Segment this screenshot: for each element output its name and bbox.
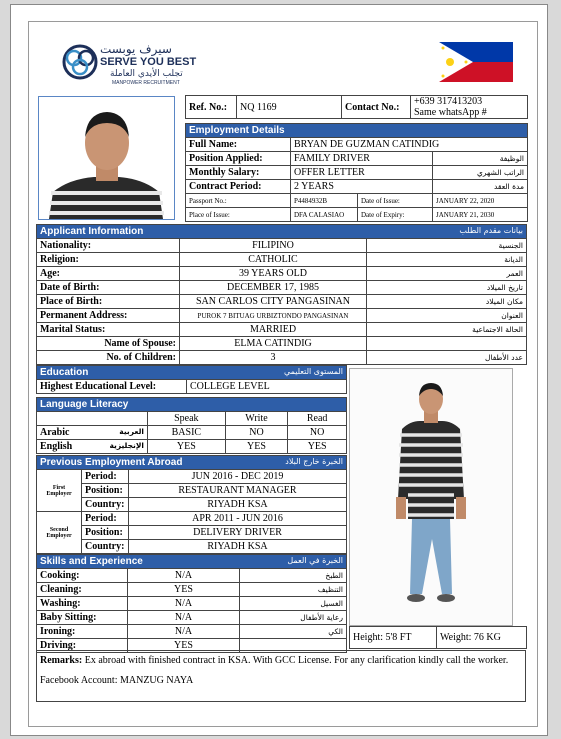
first-country-value: RIYADH KSA xyxy=(129,498,347,512)
second-period-label: Period: xyxy=(82,512,129,526)
applicant-arabic: بيانات مقدم الطلب xyxy=(459,226,523,235)
ref-contact-table xyxy=(185,95,528,119)
babysitting-value: N/A xyxy=(128,611,240,625)
cooking-label: Cooking: xyxy=(37,569,128,583)
applicant-title: Applicant Information xyxy=(40,226,144,237)
english-speak: YES xyxy=(148,440,226,454)
dob-label: Date of Birth: xyxy=(37,281,180,295)
dob-arabic: تاريخ الميلاد xyxy=(367,281,527,295)
driving-value: YES xyxy=(128,639,240,653)
dob-value: DECEMBER 17, 1985 xyxy=(180,281,367,295)
applicant-table xyxy=(36,224,527,365)
address-value: PUROK 7 BITUAG URBIZTONDO PANGASINAN xyxy=(180,309,367,323)
washing-value: N/A xyxy=(128,597,240,611)
period-arabic: مدة العقد xyxy=(433,180,528,194)
pob-value: SAN CARLOS CITY PANGASINAN xyxy=(180,295,367,309)
previous-employment-table xyxy=(36,455,347,554)
arabic-lang-label xyxy=(37,426,148,440)
period-value: 2 YEARS xyxy=(291,180,433,194)
remarks-line xyxy=(40,654,522,667)
remarks-label: Remarks: xyxy=(40,655,83,666)
marital-arabic: الحالة الاجتماعية xyxy=(367,323,527,337)
second-employer-label: Second Employer xyxy=(37,512,82,554)
passport-label: Passport No.: xyxy=(186,194,291,208)
driving-label: Driving: xyxy=(37,639,128,653)
remarks-box xyxy=(36,650,526,702)
period-label: Contract Period: xyxy=(186,180,291,194)
arabic-lang-arabic: العربية xyxy=(119,427,144,436)
cleaning-arabic: التنظيف xyxy=(240,583,347,597)
first-country-label: Country: xyxy=(82,498,129,512)
logo-arabic-sub: تجلب الأيدي العاملة xyxy=(110,69,183,79)
applicant-full-body-photo xyxy=(349,368,513,626)
philippines-flag-icon xyxy=(439,42,513,82)
english-write: YES xyxy=(225,440,288,454)
ref-label: Ref. No.: xyxy=(186,96,237,119)
english-lang-name: English xyxy=(40,441,73,452)
skills-table xyxy=(36,554,347,653)
second-position-value: DELIVERY DRIVER xyxy=(129,526,347,540)
position-label: Position Applied: xyxy=(186,152,291,166)
first-position-label: Position: xyxy=(82,484,129,498)
first-position-value: RESTAURANT MANAGER xyxy=(129,484,347,498)
religion-arabic: الديانة xyxy=(367,253,527,267)
children-value: 3 xyxy=(180,351,367,365)
first-employer-label: First Employer xyxy=(37,470,82,512)
skills-arabic: الخبرة في العمل xyxy=(287,556,343,565)
first-period-label: Period: xyxy=(82,470,129,484)
employment-header: Employment Details xyxy=(186,124,528,138)
religion-value: CATHOLIC xyxy=(180,253,367,267)
contact-note: Same whatsApp # xyxy=(414,107,487,118)
arabic-speak: BASIC xyxy=(148,426,226,440)
salary-label: Monthly Salary: xyxy=(186,166,291,180)
ironing-value: N/A xyxy=(128,625,240,639)
nationality-value: FILIPINO xyxy=(180,239,367,253)
marital-label: Marital Status: xyxy=(37,323,180,337)
skills-title: Skills and Experience xyxy=(40,556,143,567)
babysitting-arabic: رعاية الأطفال xyxy=(240,611,347,625)
previous-title: Previous Employment Abroad xyxy=(40,457,183,468)
arabic-read: NO xyxy=(288,426,347,440)
ironing-arabic: الكي xyxy=(240,625,347,639)
language-table xyxy=(36,397,347,454)
facebook-account: Facebook Account: MANZUG NAYA xyxy=(40,675,194,686)
religion-label: Religion: xyxy=(37,253,180,267)
education-value: COLLEGE LEVEL xyxy=(187,380,347,394)
second-country-value: RIYADH KSA xyxy=(129,540,347,554)
full-name-label: Full Name: xyxy=(186,138,291,152)
education-header xyxy=(37,366,347,380)
pob-arabic: مكان الميلاد xyxy=(367,295,527,309)
full-name-value: BRYAN DE GUZMAN CATINDIG xyxy=(291,138,528,152)
issue-date-label: Date of Issue: xyxy=(358,194,433,208)
contact-value xyxy=(411,96,528,119)
age-arabic: العمر xyxy=(367,267,527,281)
logo-knot-icon xyxy=(62,44,98,80)
address-label: Permanent Address: xyxy=(37,309,180,323)
applicant-header xyxy=(37,225,527,239)
age-label: Age: xyxy=(37,267,180,281)
education-table xyxy=(36,365,347,394)
arabic-write: NO xyxy=(225,426,288,440)
logo-tagline: MANPOWER RECRUITMENT xyxy=(112,80,180,86)
previous-arabic: الخبرة خارج البلاد xyxy=(285,457,343,466)
expiry-value: JANUARY 21, 2030 xyxy=(433,208,528,222)
arabic-lang-name: Arabic xyxy=(40,427,70,438)
employment-table xyxy=(185,123,528,222)
education-label: Highest Educational Level: xyxy=(37,380,187,394)
language-blank xyxy=(37,412,148,426)
washing-arabic: الغسيل xyxy=(240,597,347,611)
expiry-label: Date of Expiry: xyxy=(358,208,433,222)
passport-value: P4484932B xyxy=(291,194,358,208)
cleaning-value: YES xyxy=(128,583,240,597)
issue-date-value: JANUARY 22, 2020 xyxy=(433,194,528,208)
height-value: Height: 5'8 FT xyxy=(350,627,437,649)
applicant-headshot xyxy=(38,96,175,220)
spouse-blank xyxy=(367,337,527,351)
nationality-arabic: الجنسية xyxy=(367,239,527,253)
contact-number: +639 317413203 xyxy=(414,96,483,107)
read-col: Read xyxy=(288,412,347,426)
write-col: Write xyxy=(225,412,288,426)
logo-name: SERVE YOU BEST xyxy=(100,56,197,68)
cleaning-label: Cleaning: xyxy=(37,583,128,597)
english-read: YES xyxy=(288,440,347,454)
washing-label: Washing: xyxy=(37,597,128,611)
marital-value: MARRIED xyxy=(180,323,367,337)
english-lang-arabic: الإنجليزية xyxy=(109,441,144,450)
children-arabic: عدد الأطفال xyxy=(367,351,527,365)
education-title: Education xyxy=(40,367,89,378)
skills-header xyxy=(37,555,347,569)
children-label: No. of Children: xyxy=(37,351,180,365)
place-issue-label: Place of Issue: xyxy=(186,208,291,222)
first-period-value: JUN 2016 - DEC 2019 xyxy=(129,470,347,484)
english-lang-label xyxy=(37,440,148,454)
previous-header xyxy=(37,456,347,470)
babysitting-label: Baby Sitting: xyxy=(37,611,128,625)
ironing-label: Ironing: xyxy=(37,625,128,639)
remarks-text: Ex abroad with finished contract in KSA. With GCC License. For any clarification kindly call the worker. xyxy=(84,655,509,666)
place-issue-value: DFA CALASIAO xyxy=(291,208,358,222)
body-metrics-table xyxy=(349,626,527,649)
company-logo xyxy=(62,40,197,86)
education-arabic: المستوى التعليمي xyxy=(283,367,343,376)
logo-arabic: سيرف يوبست xyxy=(100,42,172,56)
salary-value: OFFER LETTER xyxy=(291,166,433,180)
second-period-value: APR 2011 - JUN 2016 xyxy=(129,512,347,526)
language-header: Language Literacy xyxy=(37,398,347,412)
position-arabic: الوظيفة xyxy=(433,152,528,166)
salary-arabic: الراتب الشهري xyxy=(433,166,528,180)
speak-col: Speak xyxy=(148,412,226,426)
position-value: FAMILY DRIVER xyxy=(291,152,433,166)
ref-value: NQ 1169 xyxy=(237,96,342,119)
second-position-label: Position: xyxy=(82,526,129,540)
contact-label: Contact No.: xyxy=(342,96,411,119)
spouse-value: ELMA CATINDIG xyxy=(180,337,367,351)
cooking-value: N/A xyxy=(128,569,240,583)
second-country-label: Country: xyxy=(82,540,129,554)
spouse-label: Name of Spouse: xyxy=(37,337,180,351)
pob-label: Place of Birth: xyxy=(37,295,180,309)
age-value: 39 YEARS OLD xyxy=(180,267,367,281)
address-arabic: العنوان xyxy=(367,309,527,323)
weight-value: Weight: 76 KG xyxy=(437,627,527,649)
cooking-arabic: الطبخ xyxy=(240,569,347,583)
nationality-label: Nationality: xyxy=(37,239,180,253)
